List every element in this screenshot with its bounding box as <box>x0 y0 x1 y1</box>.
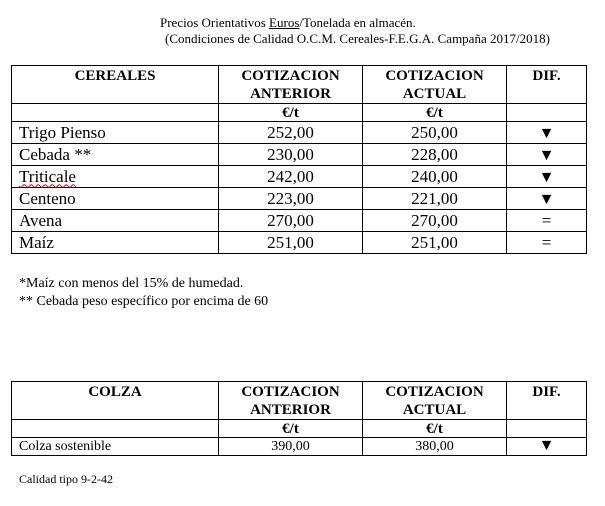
table-row <box>12 438 587 456</box>
row-anterior: 230,00 <box>219 144 363 166</box>
row-actual: 251,00 <box>363 232 507 254</box>
down-triangle-icon: ▼ <box>538 146 555 164</box>
unit-dif-empty <box>507 104 587 122</box>
row-anterior: 390,00 <box>219 438 363 456</box>
table-row <box>12 188 587 210</box>
unit-anterior: €/t <box>219 420 363 438</box>
column-header-colza: COLZA <box>12 382 219 420</box>
unit-actual: €/t <box>363 420 507 438</box>
row-actual: 250,00 <box>363 122 507 144</box>
row-name: Trigo Pienso <box>12 122 219 144</box>
column-header-anterior: COTIZACION ANTERIOR <box>219 66 363 104</box>
row-anterior: 223,00 <box>219 188 363 210</box>
row-name: Centeno <box>12 188 219 210</box>
row-actual: 270,00 <box>363 210 507 232</box>
column-header-dif: DIF. <box>507 382 587 420</box>
euros-link-text: Euros <box>269 15 300 30</box>
row-name-spellcheck: Triticale <box>19 166 76 186</box>
row-name: Cebada ** <box>12 144 219 166</box>
row-anterior: 270,00 <box>219 210 363 232</box>
column-header-actual: COTIZACION ACTUAL <box>363 66 507 104</box>
header-suffix: /Tonelada en almacén. <box>299 15 416 30</box>
down-triangle-icon: ▼ <box>538 190 555 208</box>
header-prefix: Precios Orientativos <box>160 15 270 30</box>
column-header-anterior: COTIZACION ANTERIOR <box>219 382 363 420</box>
table-row <box>12 210 587 232</box>
row-name: Maíz <box>12 232 219 254</box>
footnote-cebada: ** Cebada peso específico por encima de 60 <box>19 294 269 309</box>
unit-empty-cell <box>12 420 219 438</box>
unit-empty-cell <box>12 104 219 122</box>
row-actual: 228,00 <box>363 144 507 166</box>
equal-sign-icon: = <box>507 232 587 254</box>
row-actual: 380,00 <box>363 438 507 456</box>
unit-actual: €/t <box>363 104 507 122</box>
footnote-maiz: *Maíz con menos del 15% de humedad. <box>19 276 244 291</box>
table-row <box>12 122 587 144</box>
down-triangle-icon: ▼ <box>538 437 555 454</box>
down-triangle-icon: ▼ <box>538 168 555 186</box>
cereales-price-table <box>11 65 587 254</box>
footnotes <box>19 275 268 311</box>
row-anterior: 251,00 <box>219 232 363 254</box>
column-header-dif: DIF. <box>507 66 587 104</box>
table-row <box>12 166 587 188</box>
quality-footer: Calidad tipo 9-2-42 <box>19 472 113 486</box>
row-anterior: 252,00 <box>219 122 363 144</box>
unit-dif-empty <box>507 420 587 438</box>
row-name: Colza sostenible <box>12 438 219 456</box>
table-row <box>12 144 587 166</box>
column-header-cereales: CEREALES <box>12 66 219 104</box>
table-row <box>12 232 587 254</box>
down-triangle-icon: ▼ <box>538 124 555 142</box>
colza-price-table <box>11 381 587 456</box>
row-actual: 221,00 <box>363 188 507 210</box>
unit-anterior: €/t <box>219 104 363 122</box>
header-line-2: (Condiciones de Calidad O.C.M. Cereales-F.E.G.A. Campaña 2017/2018) <box>165 31 550 46</box>
row-anterior: 242,00 <box>219 166 363 188</box>
equal-sign-icon: = <box>507 210 587 232</box>
row-actual: 240,00 <box>363 166 507 188</box>
column-header-actual: COTIZACION ACTUAL <box>363 382 507 420</box>
row-name: Avena <box>12 210 219 232</box>
header-line-1 <box>160 15 416 31</box>
